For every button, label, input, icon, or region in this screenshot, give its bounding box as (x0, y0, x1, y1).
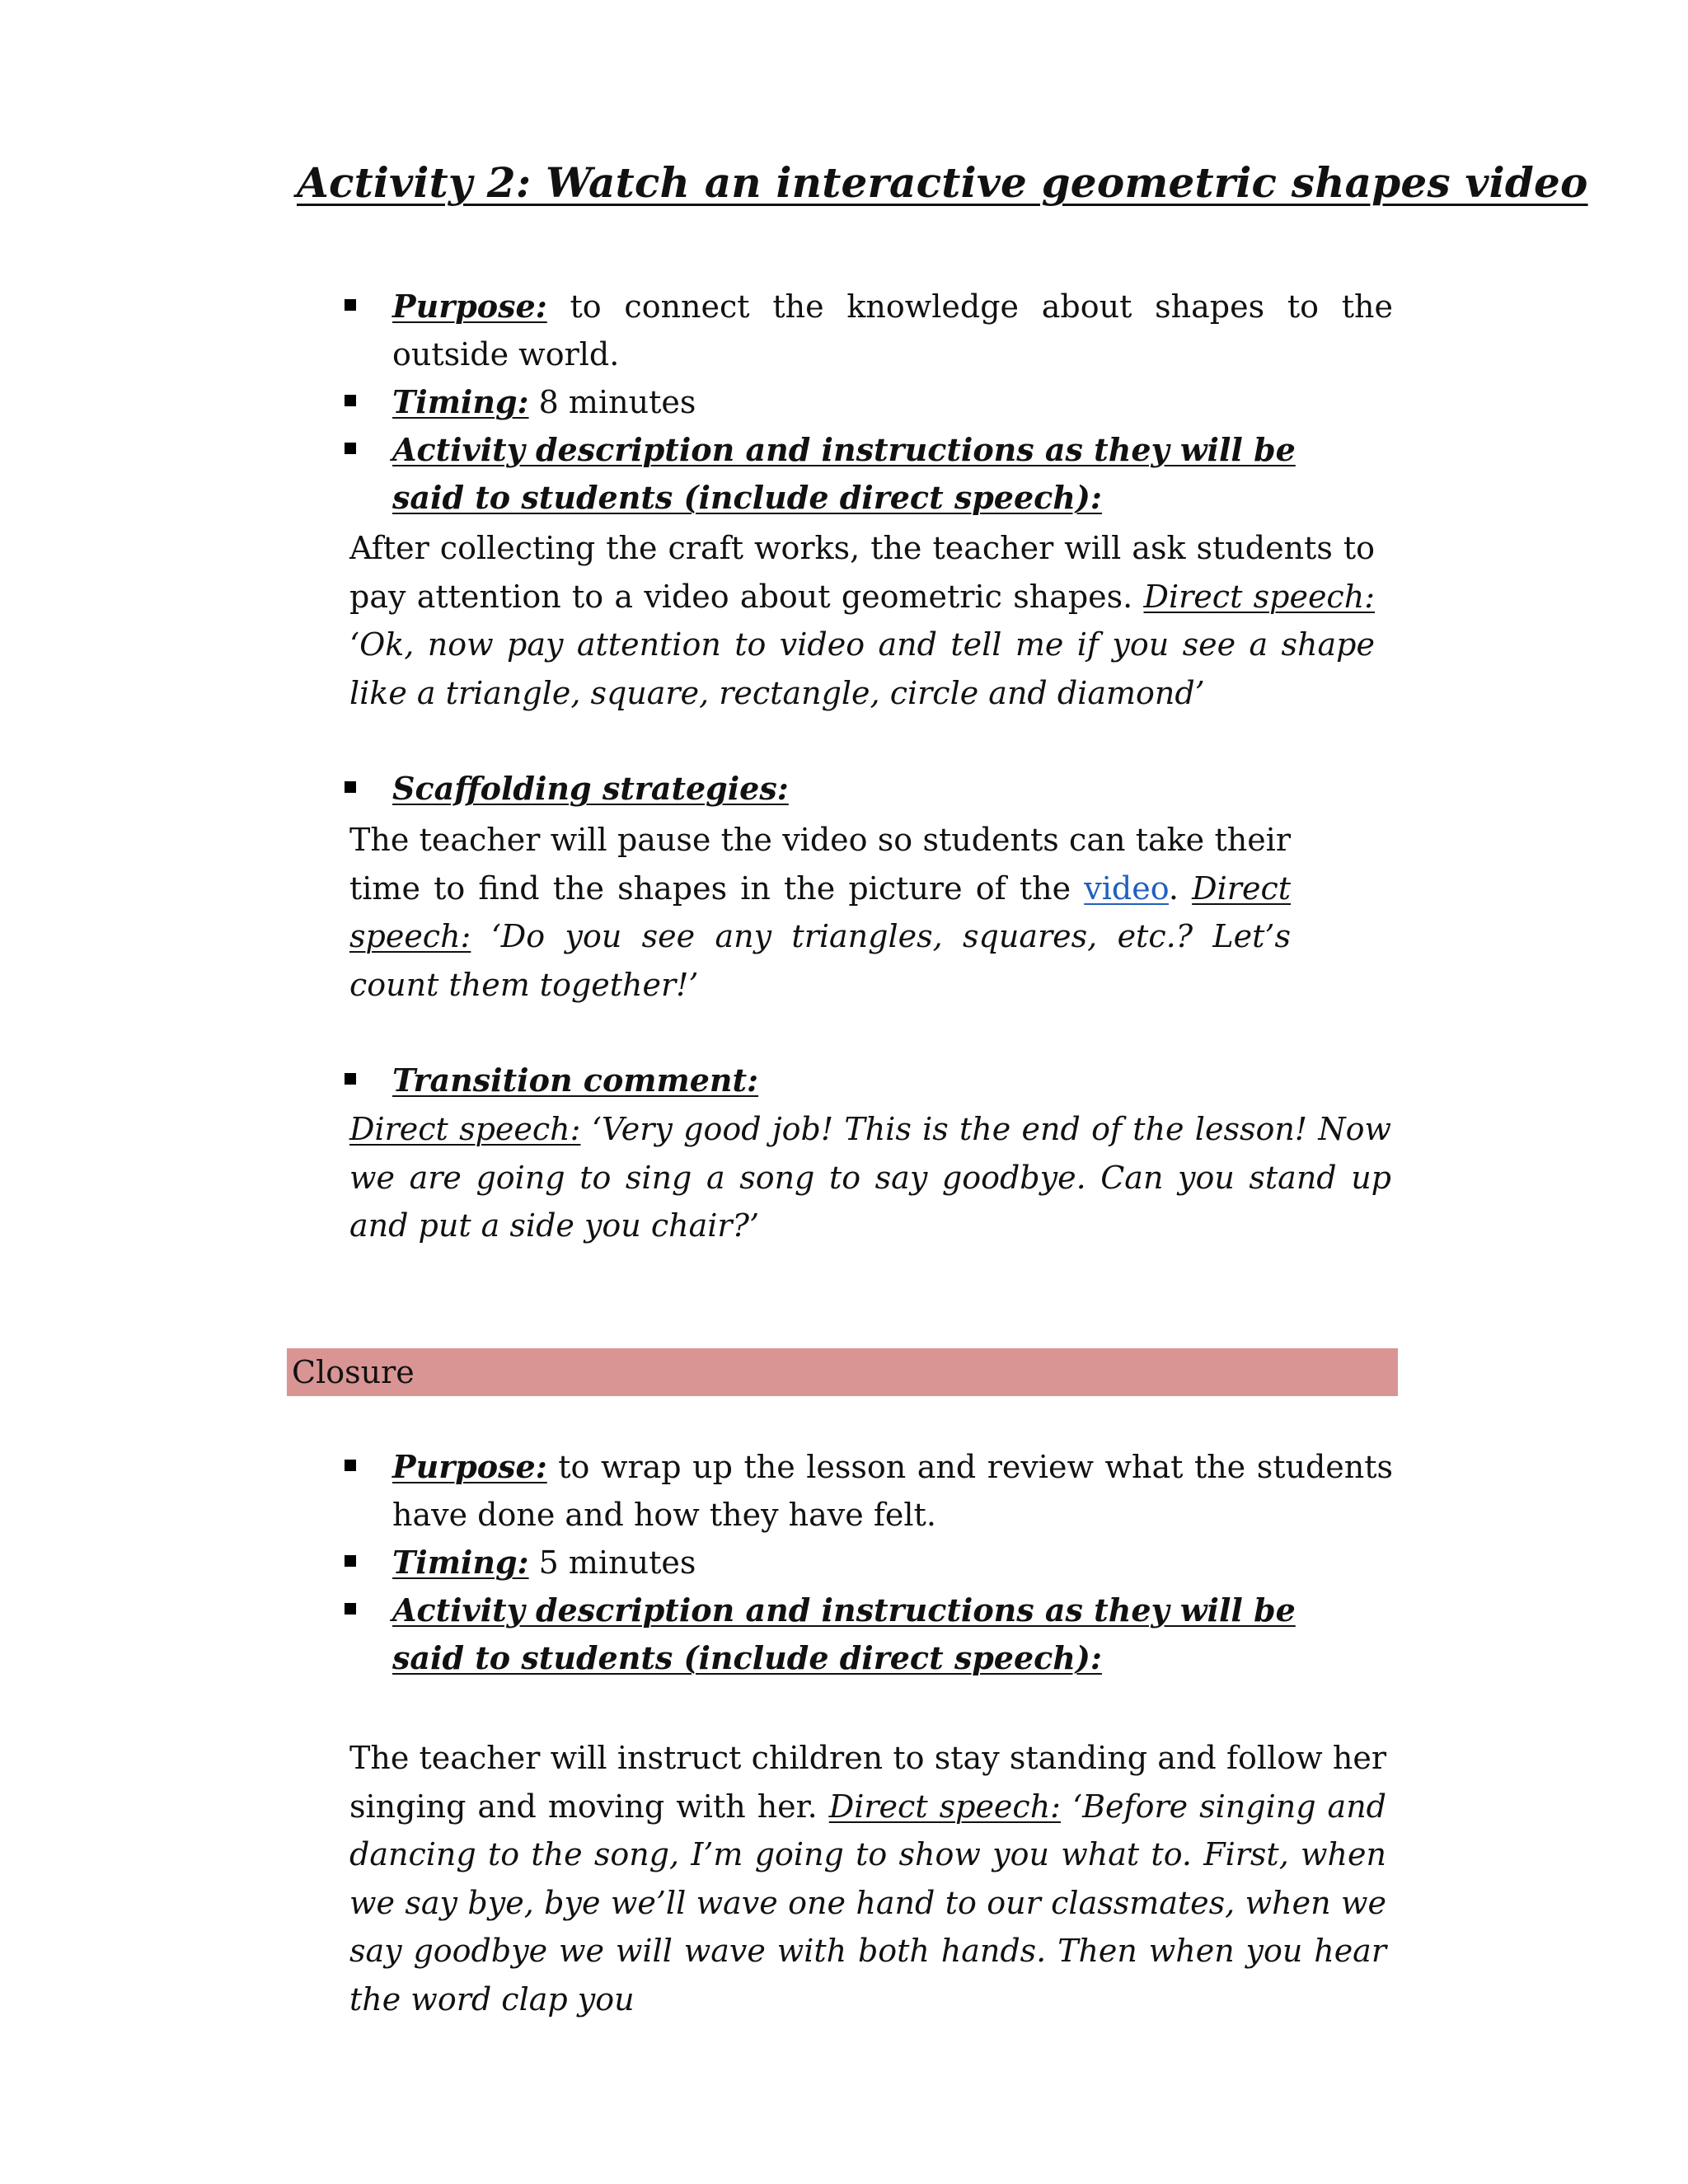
bullet-marker-icon (345, 1555, 356, 1567)
scaffolding-after-link: . (1168, 869, 1193, 907)
transition-item (338, 1057, 1393, 1104)
transition-paragraph (349, 1105, 1391, 1250)
closure-activity-description-item (338, 1586, 1307, 1682)
direct-speech-label: Direct speech: (349, 1111, 581, 1147)
bullet-marker-icon (345, 1603, 356, 1615)
timing-item (338, 378, 1393, 426)
activity2-bullet-list (338, 283, 1393, 522)
closure-description-text: The teacher will instruct children to stay standing and follow her singing and moving with her. (349, 1740, 1386, 1825)
activity-description-item (338, 426, 1307, 522)
direct-speech-text: ‘Ok, now pay attention to video and tell me if you see a shape like a triangle, square, rectangle, circle and diamond’ (349, 626, 1375, 711)
timing-label: Timing: (392, 383, 529, 420)
closure-heading: Closure (287, 1348, 1398, 1396)
transition-label: Transition comment: (392, 1062, 759, 1099)
closure-timing-item (338, 1539, 1393, 1586)
scaffolding-label: Scaffolding strategies: (392, 770, 789, 807)
closure-timing-label: Timing: (392, 1544, 529, 1581)
description-text: After collecting the craft works, the teacher will ask students to pay attention to a video about geometric shapes. (349, 530, 1375, 615)
video-link[interactable]: video (1084, 869, 1169, 907)
closure-purpose-item (338, 1443, 1393, 1539)
bullet-marker-icon (345, 1073, 356, 1085)
purpose-label: Purpose: (392, 288, 547, 325)
direct-speech-label: Direct speech: (828, 1788, 1061, 1825)
closure-purpose-label: Purpose: (392, 1448, 547, 1485)
activity-description-label: Activity description and instructions as they will be said to students (include direct speech): (392, 431, 1296, 516)
closure-activity-description-label: Activity description and instructions as they will be said to students (include direct speech): (392, 1591, 1296, 1676)
direct-speech-text: ‘Do you see any triangles, squares, etc.? Let’s count them together!’ (349, 918, 1291, 1003)
scaffolding-text: The teacher will pause the video so students can take their time to find the shapes in the picture of the (349, 822, 1291, 907)
timing-text: 8 minutes (528, 384, 696, 420)
direct-speech-text: ‘Very good job! This is the end of the lesson! Now we are going to sing a song to say goodbye. Can you stand up and put a side you chair?’ (349, 1111, 1391, 1244)
scaffolding-bullet-list (338, 765, 1393, 813)
direct-speech-label: Direct speech: (1143, 578, 1375, 615)
activity-title: Activity 2: Watch an interactive geometric shapes video (297, 158, 1588, 207)
closure-description (349, 1734, 1386, 2023)
purpose-item (338, 283, 1393, 378)
closure-bullet-list (338, 1443, 1393, 1682)
scaffolding-item (338, 765, 1393, 813)
bullet-marker-icon (345, 1460, 356, 1471)
transition-bullet-list (338, 1057, 1393, 1104)
scaffolding-paragraph (349, 816, 1291, 1009)
closure-timing-text: 5 minutes (528, 1544, 696, 1581)
bullet-marker-icon (345, 443, 356, 454)
bullet-marker-icon (345, 781, 356, 793)
activity2-description (349, 524, 1375, 717)
direct-speech-text: ‘Before singing and dancing to the song, I’m going to show you what to. First, when we say bye, bye we’ll wave one hand to our classmates, when we say goodbye we will wave with both hands. Then when you hear the word clap you (349, 1788, 1386, 2018)
closure-purpose-text: to wrap up the lesson and review what the students have done and how they have felt. (392, 1449, 1393, 1533)
bullet-marker-icon (345, 299, 356, 311)
purpose-text: to connect the knowledge about shapes to the outside world. (392, 288, 1393, 373)
bullet-marker-icon (345, 395, 356, 406)
direct-speech-label: Direct speech: (349, 869, 1291, 954)
